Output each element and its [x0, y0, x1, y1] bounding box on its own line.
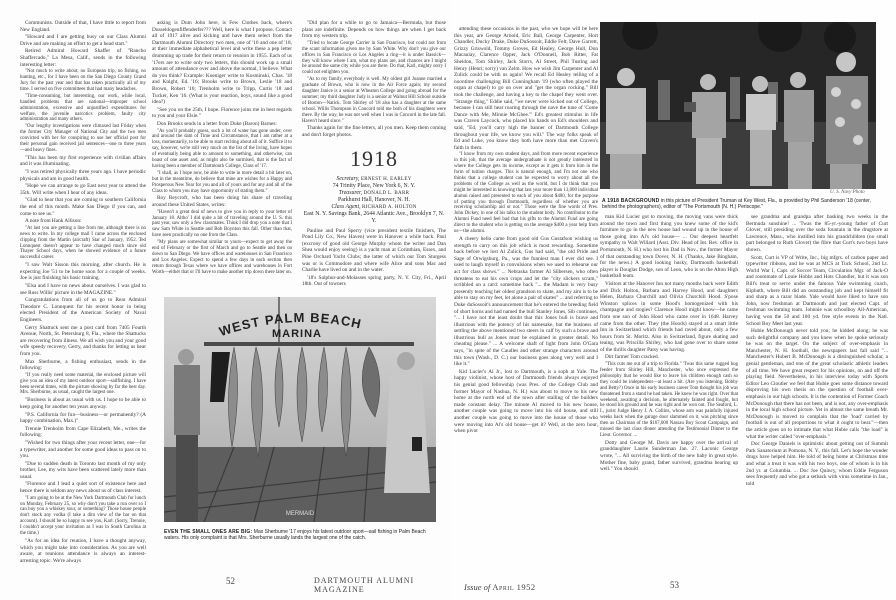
- paragraph: "Did plan for a while to go to Jamaica—Bermuda, but those plans are indefinite. Depends on how things are when I get back from my western trip.: [302, 20, 446, 40]
- paragraph: Scott, Curt is VP of Write, Inc., big mfgrs. of carbon paper and typewriter ribbons, and he was at MCS at Tuck School, 2nd Lt. World War I, Capt. of Soccer Team, Circulation Mgr. of Jack-O and roommate of Louie Hobbs and Hots Chandler, but it was son Bill's treat to serve under the famous Yale swimming coach, Kiphuth, where Bill did an outstanding job and kept himself fit and sharp as a razor blade. Yale would have liked to have son John, now freshman at Dartmouth and just elected Capt. of freshman swimming team. Johnnie was schoolboy All-American, having won the 50 and 100 yd. free style events in the Natl. School Boy Meet last year.: [746, 254, 888, 327]
- officer-name: RICHARD A. HOLTON: [361, 204, 417, 210]
- class-officers: [302, 176, 446, 225]
- photo-credit: U. S. Navy Photo: [830, 190, 865, 195]
- truman-photo-art: [600, 22, 876, 189]
- issue-date: April 1952: [492, 582, 536, 592]
- marina-photo-caption: [164, 529, 436, 542]
- class-year-heading: 1918: [350, 145, 398, 171]
- page-number-left: 52: [226, 576, 235, 586]
- issue-label: Issue of: [464, 582, 491, 592]
- paragraph: Don Brooks sends in a letter from Duke (Baron) Barnes:: [157, 120, 277, 127]
- truman-key-west-photo: [600, 22, 876, 189]
- officer-name: DONALD L. BARR: [363, 190, 410, 196]
- right-page: [450, 0, 896, 600]
- paragraph: "Haven't a great deal of news to give you in reply to your letter of January 18. Altho' I did quite a bit of traveling around the U. S. this past year, saw only a few classmates. Think I did drop you a note that I saw Sam White in Seattle and Bob Boynton this fall. Other than that, have seen practically no one from the Class.: [152, 209, 292, 239]
- boat-name: MERMAID: [285, 511, 315, 517]
- paragraph: Kid Lucier's Al Jr., lost to Dartmouth, is a soph at Yale. The happy violinist, whose host of Dartmouth friends always enjoyed his genial good fellowship (was Pres. of the College Club and former Mayor of Nashua, N. H.) was about to move to his new home at the north end of the town after stalling of the builders made constant delay. The minute Al moved to his new house, another couple was going to move into his old house, and still another couple was going to move into the house of those who were moving into Al's old house—get it? Well, at the zero hour, when pivot: [454, 368, 598, 435]
- paragraph: "As to my family, everybody is well. My oldest girl Joanne married a graduate of Brown, who is now in the Air Force again; my second daughter Janice is a senior at Wheaton College and going abroad for the summer; my third daughter Judy is a senior at Walnut Hill School outside of Boston—Natick. Tom Shirley of '18 also has a daughter at the same school. Willis Thompson in Concord told me both of his daughters were there. By the way, he was not well when I was in Concord in the late fall. Haven't heard since.": [302, 77, 446, 124]
- paragraph: "If you really need some material, the enclosed picture will give you an idea of my latest outdoor sport—sailfishing. I have been several times, with the picture showing by far the best day. Mrs. Sherburne, as usual, caught the largest one.: [20, 372, 146, 396]
- paragraph: Max Sherburne, a fishing enthusiast, sends in the following:: [20, 358, 146, 372]
- paragraph: "Not much to write about, no European trip, no fishing, no hunting, etc., for I have been on the San Diego County Grand Jury for the past year and that has taken practically all of my time. I served on five committees that had many headaches.: [20, 69, 146, 92]
- man-figure: [174, 349, 200, 522]
- class-officer: [302, 190, 446, 204]
- paragraph: "Florence and I lead a quiet sort of existence here and hence there is seldom any news about us of class interest.: [20, 481, 146, 495]
- paragraph: Dirt farmer Tom cracked.: [605, 354, 659, 361]
- officer-address: Parkhurst Hall, Hanover, N. H.: [338, 196, 410, 203]
- officer-role: Secretary,: [336, 175, 361, 182]
- paragraph: Thanks again for the fine letters, all you men. Keep them coming and don't forget photos.: [302, 125, 446, 139]
- caption-text: Max Sherburne '17 enjoys his latest outdoor sport—sail fishing in Palm Beach waters. His only complaint is that Mrs. Sherburne usually lands the largest one of the catch.: [164, 529, 426, 542]
- issue-date-line: [464, 582, 536, 592]
- paragraph: "I shall, as I hope now, be able to write in more detail a bit later on, but in the meantime, do believe that mine are wishes for a Happy and Prosperous New Year for you and all of yours and for any and all of the Class to whom you may have opportunity of stating them.": [152, 170, 292, 194]
- paragraph: "I saw Walt Sisson this morning, after church. He is expecting Joe '51 to be home soon for a couple of weeks. Joe is just finishing his basic training.: [20, 262, 146, 282]
- marina-sign-line1: WEST PALM BEACH: [217, 309, 364, 340]
- paragraph: "Glad to hear that you are coming to southern California the end of this month. Make San Diego if you can, and come to see us.": [20, 197, 146, 217]
- paragraph: "Elsa and I have no news about ourselves. I was glad to see Russ Willis' picture in the MAGAZINE.": [20, 283, 146, 296]
- paragraph: Visitors at the Hanover Inn not many months back were Edith and Dick Holton, Barbara and Harvey Hood, and daughters Helen, Barbara Churchill and Olivia Churchill Hood. S'pose Winston splices in some Hood's homogenized with his champagne and stogies? Clarence Hood might know—he came from one son of John Hood who came over in 1648. Harvey came from the other. They (the Hoods) stayed at a smart little Inn in Switzerland which friends had raved about, only a few hours from St. Moritz. Also in Switzerland, figure skating and teaing, was Priscilla Shirley, who had gone over to share some of the thrills daughter Patsy was having.: [600, 280, 738, 353]
- paragraph: Doc George Daniels is optimistic about getting out of Summit Park Sanatorium at Pomona, N. Y., this fall. Let's hope the wonder drugs have helped him. He told of being home at Christmas time and what a treat it was with his two boys, one of whom is in his 2nd yr. at Columbia. ... Doc Joe Quincy, whom Eddie Ferguson sees frequently and who got a setback with virus sometime in Jan., told: [746, 441, 888, 487]
- paragraph: A note from Hank Allison:: [25, 218, 82, 225]
- paragraph: Retired Admiral Howard Shaffer of "Rancho Shaffercado," La Mesa, Calif., sends in the following interesting letter:: [20, 48, 146, 68]
- paragraph: "As you'll probably guess, such a lot of water has gone under, over and around the dam of Time and Circumstance, that I am rather at a loss, momentarily, to be able to start reciting about all of it. Suffice it to say, however, we're still very much on the list of the living, have hopes of eventually being able to amount to something, and otherwise, can boast of one asset and, as might also be surmised, that is the fact of having been a member of Dartmouth College, Class of '17.: [152, 128, 292, 169]
- paragraph: "Business is about as usual with us. I hope to be able to keep going for another ten years anyway.: [20, 397, 146, 410]
- paragraph: Gerry Shattuck sent me a post card from 7405 Fourth Avenue, North, St. Petersburg 8, Fla., where the Shattucks are recovering from illness. We all wish you and your good wife speedy recovery, Gerry, and thanks for letting us hear from you.: [20, 324, 146, 357]
- paragraph: "I know from my own student days, and from more recent experience in this job, that the average undergraduate is not greatly interested in where the College gets its income, except as it gets it from him in the form of tuition charges. This is natural enough, and I'm not one who thinks that a college student can be expected to worry about all the problems of the College as well as the world, but I do think that you might be interested in knowing that last year more than 13,000 individual alumni raised and presented to each of you about $400, for the purpose of putting you through Dartmouth, regardless of whether you are receiving scholarship aid or not." Those were the fine words of Pres. John Dickey, in one of his talks to the student body. No contributor to the Alumni Fund need feel bad that his gifts to the Alumni Fund are going direct to the student who is getting on the average $400 a year help from us—the alumni.: [454, 152, 598, 235]
- paragraph: "My plans are somewhat similar to yours—expect to get away the end of February or the first of March and go to Seattle and then on down to San Diego. We have offices and warehouses in San Francisco and Los Angeles. Expect to spend a few days in each section then return through Texas where we have offices and warehouses in Fort Worth—either that or I'll have to make another trip down there later on.: [152, 240, 292, 275]
- page-number-right: 53: [670, 580, 679, 590]
- paragraph: Congratulations from all of us go to Rear Admiral Theodore C. Lonnquest for his recent honor in being elected President of the American Society of Naval Engineers.: [20, 297, 146, 323]
- col3-class-notes: [302, 228, 446, 288]
- paragraph: A cheery hello came from good old Gus Gustafson wishing us strength to carry on this job which is most rewarding. Sometime back before we lost Al Zulick, Gus had said, "the old Pride and Sage of Orwigsburg, Pa., was the funniest man I ever did see. I used to laugh myself in convulsions when we used to rehearse our act for class shows." ... Nebraska farmer Al Silbersen, who often threatens to eat his own crops and let the "city slickers scram," scribbled on a card: sometime back "... the Madam is very busy presently teaching her oldest grandson to skate, and my aim is to be able to stay on my feet, let alone a pair of skates" ... and referring to Duke duSossoit's announcement that he's entered the breeding field of short horns and had named the bull Stanley Jones, Sib continues, "... I have not the least doubt that this Jones bull is brave and illustrious with the potency of his namesake, but the business of settling the above mentioned two steers in calf by such a brave and illustrious bull as Jones must be explained in greater detail. No cheating please." ... A welcome shaft of light from John O'Gara says, "in spite of the Caudles and other strange characters around this town (Wash., D. C.) our business goes along very well and I like it.": [454, 235, 598, 368]
- left-col-3: [302, 20, 446, 288]
- paragraph: "Wished for two things after your recent letter, one—for a typewriter, and another for some good ideas to pass on to you.: [20, 439, 146, 460]
- marina-fishing-photo: [164, 297, 436, 522]
- truman-photo-caption: [602, 198, 876, 211]
- paragraph: Pauline and Paul Sperry (vice president textile finishers, The Pond Lily Co., New Haven) were in Hanover a while back. Paul (excrony of good old George Murphy whom the writer and Dan Shea would enjoy seeing) is a yacht man at Corinthian, Essex, and Pine Orchard Yacht Clubs; the latter of which our Tom Sturgess was or is Commodore and where wife Alice and sons Mac and Charlie have lived on and in the water.: [302, 227, 446, 274]
- paragraph: "See you on the 25th, I hope. Florence joins me in best regards to you and your Elsie.": [152, 106, 292, 120]
- paragraph: Dotty and George M. Davis are happy over the arrival of granddaughter Laurie Sunderman Jan. 27. Laconic George wrote, "... All surviving the birth of the new baby in great style. Mother fine, baby grand, father survived, grandma bearing up well." You should: [600, 439, 738, 473]
- paragraph: "Howard and I are getting busy on our Class Alumni Drive and are making an effort to get a head start.": [20, 34, 146, 47]
- officer-name: ERNEST H. EARLEY: [360, 176, 412, 182]
- paragraph: "At last you are getting a line from me, although there is no news to write. In my college mail I came across the enclosed clipping from the Martin (aircraft) Star of January, 1952. Ted Lonnquest doesn't appear to have changed much since old Thayer School days, when he showed evidence of a future successful career.: [20, 225, 146, 261]
- left-col-1: [20, 20, 146, 580]
- paragraph: "As for an idea for reunion, I have a thought anyway, which you might take into consideration. As you are well aware, at reunions attendance is always an interest-arresting topic. We're always: [20, 538, 146, 564]
- paragraph: Roy Reycroft, who has been doing his share of traveling around these United States, writes:: [152, 195, 292, 209]
- paragraph: Hubie McDonough never told you; he kidded along; he was such delightful company and you knew when he spoke seriously he was on the target. On the subject of over-emphasis in Manchester, N. H. football, the newspapers last fall said "... Manchester's Hubert B. McDonough is a distinguished scholar, a genial gentleman, and one of the great scholastic athletic leaders of all time. We have great respect for his opinions, on and off the playing field. Nevertheless, in his interview today with Sports Editor Leo Cloutier we feel that Hubie goes some distance toward disproving his own thesis on the question of football over-emphasis in our high schools. It is the contention of Former Coach McDonough that there has not been, and is not, any over-emphasis in the local high school picture. Yet in almost the same breath Mr. McDonough is moved to complain that the 'load' carried by football is out of all proportions to what it ought to bear."—then the article goes on to intimate that what Hubie calls "the load" is what the writer called "over-emphasis.": [746, 328, 888, 440]
- paragraph: "Hope we can arrange to go East next year to attend the 35th. Will write when I hear of any ideas.: [20, 183, 146, 196]
- right-col-1: [454, 26, 598, 574]
- caption-lead-right: A 1918 BACKGROUND: [602, 198, 660, 204]
- officer-address: East N. Y. Savings Bank, 2644 Atlantic Ave., Brooklyn 7, N. Y.: [303, 210, 445, 224]
- officer-role: Treasurer,: [338, 189, 364, 196]
- marina-photo-art: [164, 297, 436, 522]
- marina-sign-line2: MARINA: [272, 328, 322, 340]
- paragraph: attending these occasions in the past, who we hope will be here this year, are George Arnold, Eric Ball, George Carpenter, Hort Chandler, Ducky Drake, Duke DuSossoit, Eddie Felt, Dave Garrett, Grizzy Griswold, Tommy Groves, Ed Healey, George Hull, Don Macaulay, Clarence Opper, Jack O'Donnell, Bob Ritter, Fat Sheldon, Tom Shirley, Jack Storrs, Al Street, Phil Tusting and Henry (Henri; sorry) van Zelm. How we wish Jim Carpenter and Al Zulick could be with us again! We recall Ed Healey telling of a noontime challenging Bill Cunningham '19 (who often played the organ at chapel) to go on over and "get the organ rocking." Bill took the challenge, and having a key to the chapel they went over. "Strange thing," Eddie said, "we never were kicked out of College, because I can still hear roaring through the nave the tune of 'Come Dance with Me, Minnie McGhee.'" Ed's greatest stimulus in life was Craven Laycock, who placed his hands on Ed's shoulders and said, "Ed, you'll carry high the banner of Dartmouth College throughout your life, we know you will." The way folks speak of Ed and Luke, you know they both have more than met Craven's faith in them.: [454, 26, 598, 151]
- right-col-3: [746, 214, 888, 576]
- left-col-2: [152, 20, 292, 288]
- right-col-2: [600, 214, 738, 576]
- paragraph: "I am going to be at the New York Dartmouth Club for lunch on Monday, February 25, so why don't you take a run over so I can buy you a whiskey sour, or something? Those house people don't stock any vodka (I take a dim view of the bar on that account). I should be so happy to see you, Karl. (Sorry, Trennie, I couldn't accept your invitation as I was in South Carolina at the time.): [20, 495, 146, 537]
- paragraph: Communists. Outside of that, I have little to report from New England.: [20, 20, 146, 33]
- paragraph: '18's Sulphur-and-Molasses spring party, N. Y. City, Fri., April 18th. Out of towners: [302, 274, 446, 288]
- caption-lead: EVEN THE SMALL ONES ARE BIG:: [164, 529, 253, 535]
- paragraph: "I was retired physically three years ago. I have periodic physicals and am in good health.: [20, 169, 146, 182]
- class-officer: [302, 176, 446, 190]
- officer-address: 74 Trinity Place, New York 6, N. Y.: [332, 182, 416, 189]
- running-title: DARTMOUTH ALUMNI MAGAZINE: [314, 576, 415, 594]
- paragraph: asking is Dum John here, is Few Clothes back, where's Dusseldogenfiffenderfer??? Well, here is what I propose. Contact all of 1917 alive and kicking and have them select from the Dartmouth Alumni Directory two men, one of '16 and one of '18, at their immediate alphabetical level and write these a pep letter drumming up trade for their return to reunion in 1955. Each of us '17ers are to write only two letters, this should work up a small amount of attendance over and above the normal, I believe. What do you think? Example: Koeniger write to Kosminski, Chas. '18 and Knight, Ed. '16; Brooks write to Brown, Leslie '18 and Brown, Robert '16; Trenholm write to Tripp, Curtis '18 and Tucker, Ken '16. (What is your reaction, boys, sound like a good idea?): [152, 20, 292, 106]
- paragraph: Trennie Trenholm from Cape Elizabeth, Me., writes the following:: [20, 425, 146, 439]
- paragraph: "Tried to locate George Carrier in San Francisco, but could not from the scant information given me by Sam White. Why don't you give our offices in San Francisco or Los Angeles a ring—it is under Bassick—they will know where I am, what my plans are, and chances are I might be around the same city while you are there. Do that, Karl, mighty sorry I could not enlighten you.: [302, 40, 446, 76]
- class-officer: [302, 204, 446, 225]
- paragraph: "Our lengthy investigations were climaxed last Friday when the former City Manager of National City and the two men convicted with her for conspiring to use her official post for their personal gain received jail sentences—one to three years—and heavy fines.: [20, 124, 146, 153]
- paragraph: "This cuts me out of a trip to Florida." 'Twas this same rugged hog feeder from Shirley Hill, Manchester, who once expressed the philosophy that he would like to leave his children enough cash so they could be independent—at least a bit. (Are you listening, Bobby and Betty?) Once in his early business career Tom thought his job was threatened from a stand he had taken. He knew he was right. Over that weekend, awaiting a decision, he alternately fainted and fought, but he stood his ground and he was right and he won out. The Seaford, L. I., jurist Judge Henry J. A. Collins, whose arm was painfully injured weeks back when the garage door slammed on it, was pitching since then as Chairman of the $167,000 Nassau Boy Scout Campaign, and missed the last class dinner attending the Testimonial Dinner to the Lieut. Governor. ...: [600, 362, 738, 438]
- caption-text-right: in this picture of President Truman at Key West, Fla., is provided by Phil Sanderson '18 (center, behind the photographers), editor of "The Portsmouth (N. H.) Periscope.": [602, 198, 871, 211]
- officer-role: Class Agent,: [331, 203, 362, 210]
- paragraph: "Time-consuming, but interesting, our work, while local, handled problems that are national—improper school administration, excessive and unjustified expenditures for welfare, the juvenile narcotics problem, faulty city administration and many others.: [20, 93, 146, 123]
- paragraph: "Due to sudden death in Toronto last month of my only brother, Lee, my wits have been scattered lately more than usual.: [20, 460, 146, 480]
- paragraph: "This has been my first experience with civilian affairs and it was illuminating.: [20, 154, 146, 168]
- paragraph: man Kid Lucier got to moving, the moving vans were thick around the town and first thing you knew some of the kid's furniture to go in the new house had wound up in the house of those going into Al's old house— ... Our deepest heartfelt sympathy to Walt Willard (Asst. Div. Head of Int. Rev. office in Portsmouth, N. H.) who lost his Dad in Nov., the former Mayor of that outstanding town Dover, N. H. (Thanks, Jake Bingham, for the news.) A good looking husky, Dartmouth basketball player is Douglas Dodge, son of Leon, who is on the Alton High basketball team.: [600, 214, 738, 280]
- col3-intro: [302, 20, 446, 140]
- paragraph: see grandma and grandpa after basking two weeks in the Bermuda sunshine! ... 'Twas the 85-yr.-young father of Curt Glover, still presiding over the soda fountain in the drugstore at Lawrence, Mass., who instilled into his grandchildren (no small part belonged to Ruth Glover) the fibre that Curt's two boys have shown.: [746, 214, 888, 253]
- paragraph: "P.S. California for fun—business—or permanently? (A happy combination, Max.)": [20, 411, 146, 425]
